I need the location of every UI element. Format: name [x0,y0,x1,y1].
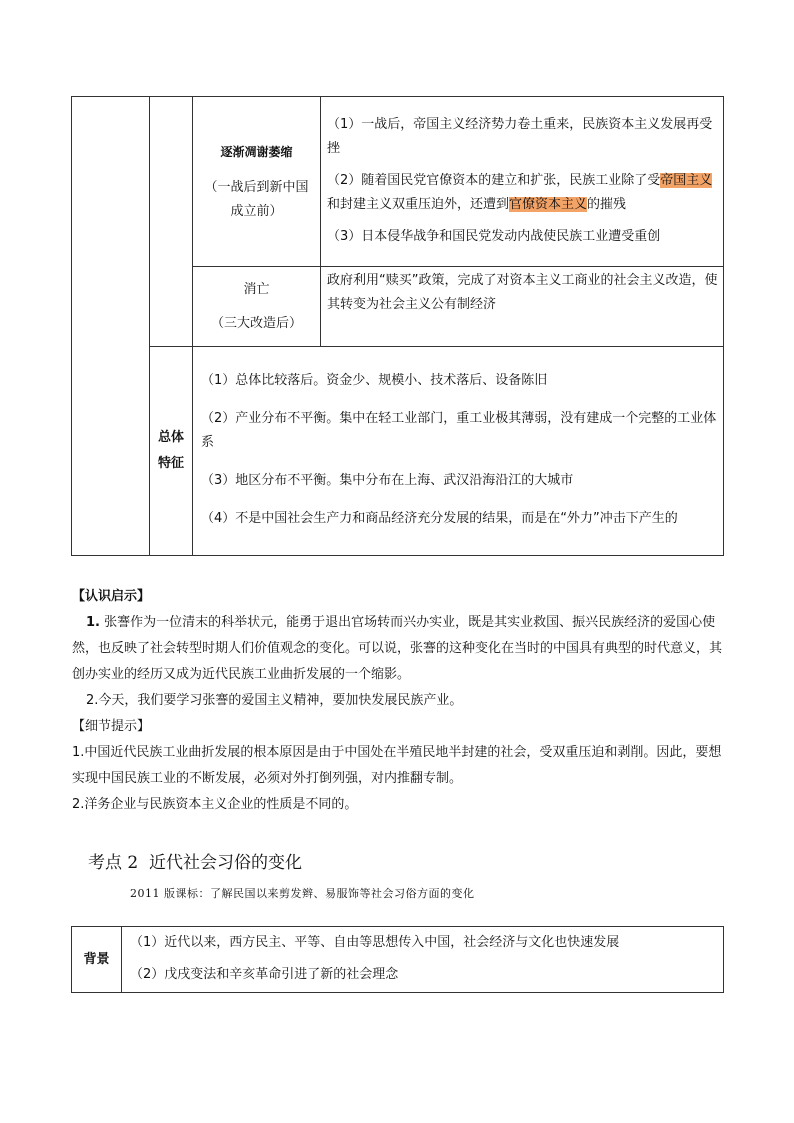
background-label: 背景 [72,927,122,993]
insight-paragraph-2: 2.今天，我们要学习张謇的爱国主义精神，要加快发展民族产业。 [86,693,463,708]
feature-item-2: （2）产业分布不平衡。集中在轻工业部门，重工业极其薄弱，没有建成一个完整的工业体系 [201,411,717,450]
decline-point-2-part-a: （2）随着国民党官僚资本的建立和扩张，民族工业除了受 [327,172,661,188]
features-content [193,347,724,556]
stage-decline-cell [193,97,321,267]
stage-end-cell [193,267,321,347]
background-table [71,926,724,993]
insight-paragraph-1 [72,610,722,688]
stage-end-subtitle: （三大改造后） [210,315,302,331]
detail-paragraph-1: 1.中国近代民族工业曲折发展的根本原因是由于中国处在半殖民地半封建的社会，受双重压迫和剥削。因此，要想实现中国民族工业的不断发展，必须对外打倒列强，对内推翻专制。 [72,745,722,786]
curriculum-standard: 2011 版课标：了解民国以来剪发辫、易服饰等社会习俗方面的变化 [130,887,475,900]
insight-heading: 【认识启示】 [72,589,151,604]
highlight-bureaucratic-capitalism: 官僚资本主义 [509,196,588,212]
background-content [122,927,724,993]
feature-item-3: （3）地区分布不平衡。集中分布在上海、武汉沿海沿江的大城市 [201,473,574,488]
detail-paragraph-2: 2.洋务企业与民族资本主义企业的性质是不同的。 [72,797,358,812]
feature-item-4: （4）不是中国社会生产力和商品经济充分发展的结果，而是在“外力”冲击下产生的 [201,511,678,526]
decline-point-1: （1）一战后，帝国主义经济势力卷土重来，民族资本主义发展再受挫 [327,116,713,156]
industry-table [71,96,724,556]
decline-point-3: （3）日本侵华战争和国民党发动内战使民族工业遭受重创 [327,228,661,244]
detail-heading: 【细节提示】 [72,719,151,734]
highlight-imperialism: 帝国主义 [660,172,713,188]
insight-section [72,584,722,818]
stage-decline-content [321,97,724,267]
stage-end-content: 政府利用“赎买”政策，完成了对资本主义工商业的社会主义改造，使其转变为社会主义公有制经济 [321,267,724,347]
decline-point-2 [327,169,719,217]
stage-decline-title: 逐渐凋谢萎缩 [220,144,293,159]
feature-item-1: （1）总体比较落后。资金少、规模小、技术落后、设备陈旧 [201,373,548,388]
section-title: 考点 2 近代社会习俗的变化 [88,853,303,873]
background-item-1: （1）近代以来，西方民主、平等、自由等思想传入中国，社会经济与文化也快速发展 [130,934,620,950]
decline-point-2-part-c: 的摧残 [587,196,627,212]
decline-point-2-part-b: 和封建主义双重压迫外，还遭到 [327,196,510,212]
blank-second-column [150,97,193,347]
stage-end-title: 消亡 [243,281,270,297]
blank-first-column [72,97,150,556]
insight-paragraph-1-number: 1. [86,615,100,630]
features-label-text: 总体特征 [157,430,184,471]
features-label [150,347,193,556]
background-item-2: （2）戊戌变法和辛亥革命引进了新的社会理念 [130,966,399,982]
stage-decline-subtitle: （一战后到新中国成立前） [204,179,309,219]
insight-paragraph-1-text: 张謇作为一位清末的科举状元，能勇于退出官场转而兴办实业，既是其实业救国、振兴民族经济的爱国心使然，也反映了社会转型时期人们价值观念的变化。可以说，张謇的这种变化在当时的中国具有典型的时代意义，其创办实业的经历又成为近代民族工业曲折发展的一个缩影。 [72,615,723,682]
